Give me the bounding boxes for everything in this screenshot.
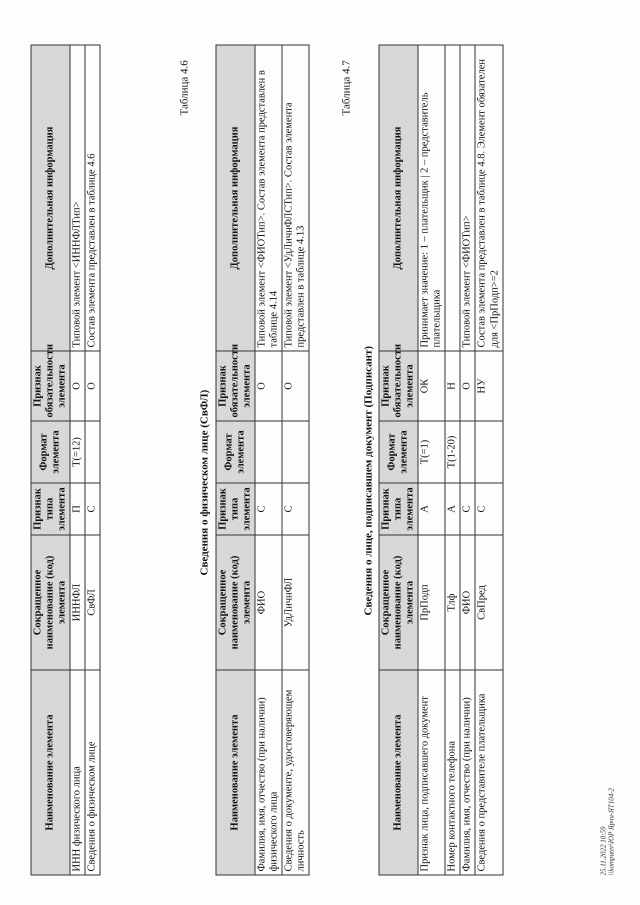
cell-type: С — [282, 483, 309, 535]
header-format: Формат элемента — [31, 421, 70, 483]
cell-info: Состав элемента представлен в таблице 4.8. Элемент обязателен для <ПрПодп>=2 — [475, 45, 502, 351]
cell-format — [282, 421, 309, 483]
cell-code: СвФЛ — [85, 535, 100, 670]
table-title-podpisant: Сведения о лице, подписавшем документ (Подписант) — [362, 345, 374, 615]
cell-required: О — [85, 351, 100, 421]
header-info: Дополнительная информация — [216, 45, 255, 351]
cell-name: Признак лица, подписавшего документ — [418, 670, 445, 875]
table-row — [445, 45, 460, 875]
cell-type: А — [418, 483, 445, 535]
table-inn — [30, 44, 100, 875]
header-info: Дополнительная информация — [379, 45, 418, 351]
print-stamp — [600, 787, 615, 875]
cell-code: СвПред — [475, 535, 502, 670]
cell-required: О — [255, 351, 282, 421]
cell-format — [460, 421, 475, 483]
cell-type: С — [475, 483, 502, 535]
cell-name: Фамилия, имя, отчество (при наличии) — [460, 670, 475, 875]
cell-name: Сведения о представителе плательщика — [475, 670, 502, 875]
cell-format: Т(=1) — [418, 421, 445, 483]
header-type: Признак типа элемента — [31, 483, 70, 535]
header-required: Признак обязательности элемента — [216, 351, 255, 421]
cell-required: О — [70, 351, 85, 421]
cell-type: С — [460, 483, 475, 535]
cell-code: ФИО — [255, 535, 282, 670]
header-code: Сокращенное наименование (код) элемента — [31, 535, 70, 670]
cell-type: С — [85, 483, 100, 535]
table-row — [460, 45, 475, 875]
table-caption-4-7: Таблица 4.7 — [340, 59, 352, 115]
cell-required: ОК — [418, 351, 445, 421]
cell-name: Сведения о документе, удостоверяющем личность — [282, 670, 309, 875]
cell-type: С — [255, 483, 282, 535]
cell-type: П — [70, 483, 85, 535]
header-required: Признак обязательности элемента — [31, 351, 70, 421]
header-name: Наименование элемента — [216, 670, 255, 875]
header-info: Дополнительная информация — [31, 45, 70, 351]
table-podpisant — [378, 44, 503, 875]
table-row — [418, 45, 445, 875]
header-code: Сокращенное наименование (код) элемента — [216, 535, 255, 670]
print-stamp-path: \\komputer\ЮР Ярчи-ЯТ104-2 — [606, 787, 615, 875]
cell-required: О — [460, 351, 475, 421]
cell-info: Типовой элемент <УдЛичнФЛСТип>. Состав элемента представлен в таблице 4.13 — [282, 45, 309, 351]
cell-code: ИННФЛ — [70, 535, 85, 670]
cell-code: ПрПодп — [418, 535, 445, 670]
cell-info — [445, 45, 460, 351]
table-caption-4-6: Таблица 4.6 — [178, 59, 190, 115]
table-row — [255, 45, 282, 875]
cell-name: Фамилия, имя, отчество (при наличии) физического лица — [255, 670, 282, 875]
cell-name: ИНН физического лица — [70, 670, 85, 875]
cell-required: Н — [445, 351, 460, 421]
cell-code: УдЛичнФЛ — [282, 535, 309, 670]
cell-format: Т(1-20) — [445, 421, 460, 483]
header-format: Формат элемента — [379, 421, 418, 483]
cell-info: Состав элемента представлен в таблице 4.6 — [85, 45, 100, 351]
table-header-row — [216, 45, 255, 875]
cell-format — [475, 421, 502, 483]
cell-name: Номер контактного телефона — [445, 670, 460, 875]
header-format: Формат элемента — [216, 421, 255, 483]
cell-format: Т(=12) — [70, 421, 85, 483]
cell-format — [255, 421, 282, 483]
cell-name: Сведения о физическом лице — [85, 670, 100, 875]
cell-info: Типовой элемент <ФИОТип>. Состав элемента представлен в таблице 4.14 — [255, 45, 282, 351]
header-required: Признак обязательности элемента — [379, 351, 418, 421]
header-type: Признак типа элемента — [379, 483, 418, 535]
cell-info: Типовой элемент <ИННФЛТип> — [70, 45, 85, 351]
table-title-svfl: Сведения о физическом лице (СвФЛ) — [198, 389, 210, 575]
cell-code: ФИО — [460, 535, 475, 670]
cell-format — [85, 421, 100, 483]
header-type: Признак типа элемента — [216, 483, 255, 535]
cell-required: О — [282, 351, 309, 421]
table-header-row — [31, 45, 70, 875]
print-stamp-date: 25.11.2022 10:59 — [599, 825, 607, 875]
cell-required: НУ — [475, 351, 502, 421]
cell-info: Типовой элемент <ФИОТип> — [460, 45, 475, 351]
table-header-row — [379, 45, 418, 875]
table-row — [282, 45, 309, 875]
table-row — [70, 45, 85, 875]
header-name: Наименование элемента — [31, 670, 70, 875]
header-code: Сокращенное наименование (код) элемента — [379, 535, 418, 670]
table-row — [85, 45, 100, 875]
cell-code: Тлф — [445, 535, 460, 670]
header-name: Наименование элемента — [379, 670, 418, 875]
table-svfl — [215, 44, 309, 875]
table-row — [475, 45, 502, 875]
cell-info: Принимает значение: 1 – плательщик | 2 – представитель плательщика — [418, 45, 445, 351]
cell-type: А — [445, 483, 460, 535]
